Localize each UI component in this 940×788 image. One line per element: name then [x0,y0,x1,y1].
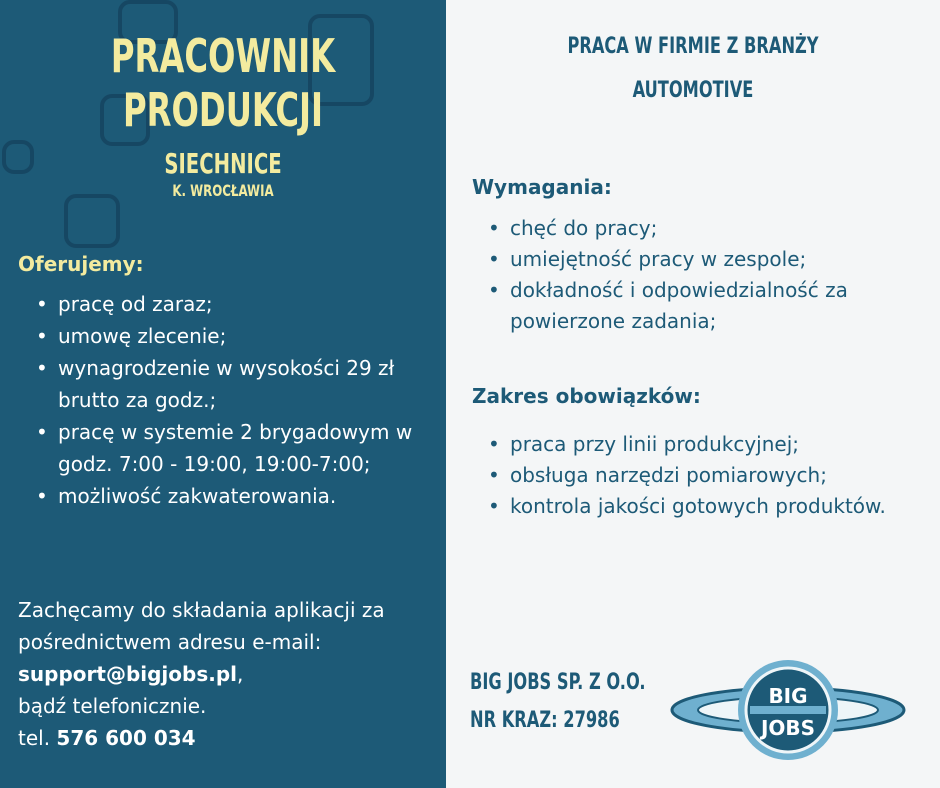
offer-list [18,288,418,512]
requirements-list [472,213,902,337]
requirements-heading: Wymagania: [472,175,612,199]
offer-heading: Oferujemy: [18,252,144,276]
logo-text-big: BIG [768,684,808,708]
contact-block [18,594,438,754]
duty-item: • kontrola jakości gotowych produktów. [472,491,902,522]
phone-number[interactable]: 576 600 034 [56,726,196,750]
contact-intro: Zachęcamy do składania aplikacji za pośrednictwem adresu e-mail: [18,598,385,654]
location-sub: K. WROCŁAWIA [172,181,274,200]
location: SIECHNICE [164,147,282,180]
email-suffix: , [237,662,244,686]
job-title-line2: PRODUKCJI [122,83,324,137]
requirement-item: • umiejętność pracy w zespole; [472,244,902,275]
requirement-item: • dokładność i odpowiedzialność za powierzone zadania; [472,275,902,337]
email-link[interactable]: support@bigjobs.pl [18,662,238,686]
offer-item: • możliwość zakwaterowania. [18,480,418,512]
industry-header-line1: PRACA W FIRMIE Z BRANŻY [567,34,819,59]
bigjobs-logo [668,655,908,765]
duties-heading: Zakres obowiązków: [472,384,701,408]
decor-square [2,140,34,174]
offer-item: • pracę w systemie 2 brygadowym w godz. 7:00 - 19:00, 19:00-7:00; [18,416,418,480]
phone-label: tel. [18,726,51,750]
logo-icon [672,660,904,760]
offer-item: • pracę od zaraz; [18,288,418,320]
offer-item: • umowę zlecenie; [18,320,418,352]
logo-text-jobs: JOBS [760,716,816,740]
left-panel [0,0,446,788]
job-title-line1: PRACOWNIK [110,29,336,83]
requirement-item: • chęć do pracy; [472,213,902,244]
phone-intro: bądź telefonicznie. [18,694,207,718]
offer-item: • wynagrodzenie w wysokości 29 zł brutto za godz.; [18,352,418,416]
duty-item: • praca przy linii produkcyjnej; [472,429,902,460]
kraz-number: NR KRAZ: 27986 [470,708,620,733]
decor-square [64,194,120,248]
duties-list [472,429,902,522]
company-name: BIG JOBS SP. Z O.O. [470,670,646,695]
industry-header-line2: AUTOMOTIVE [632,78,754,103]
duty-item: • obsługa narzędzi pomiarowych; [472,460,902,491]
